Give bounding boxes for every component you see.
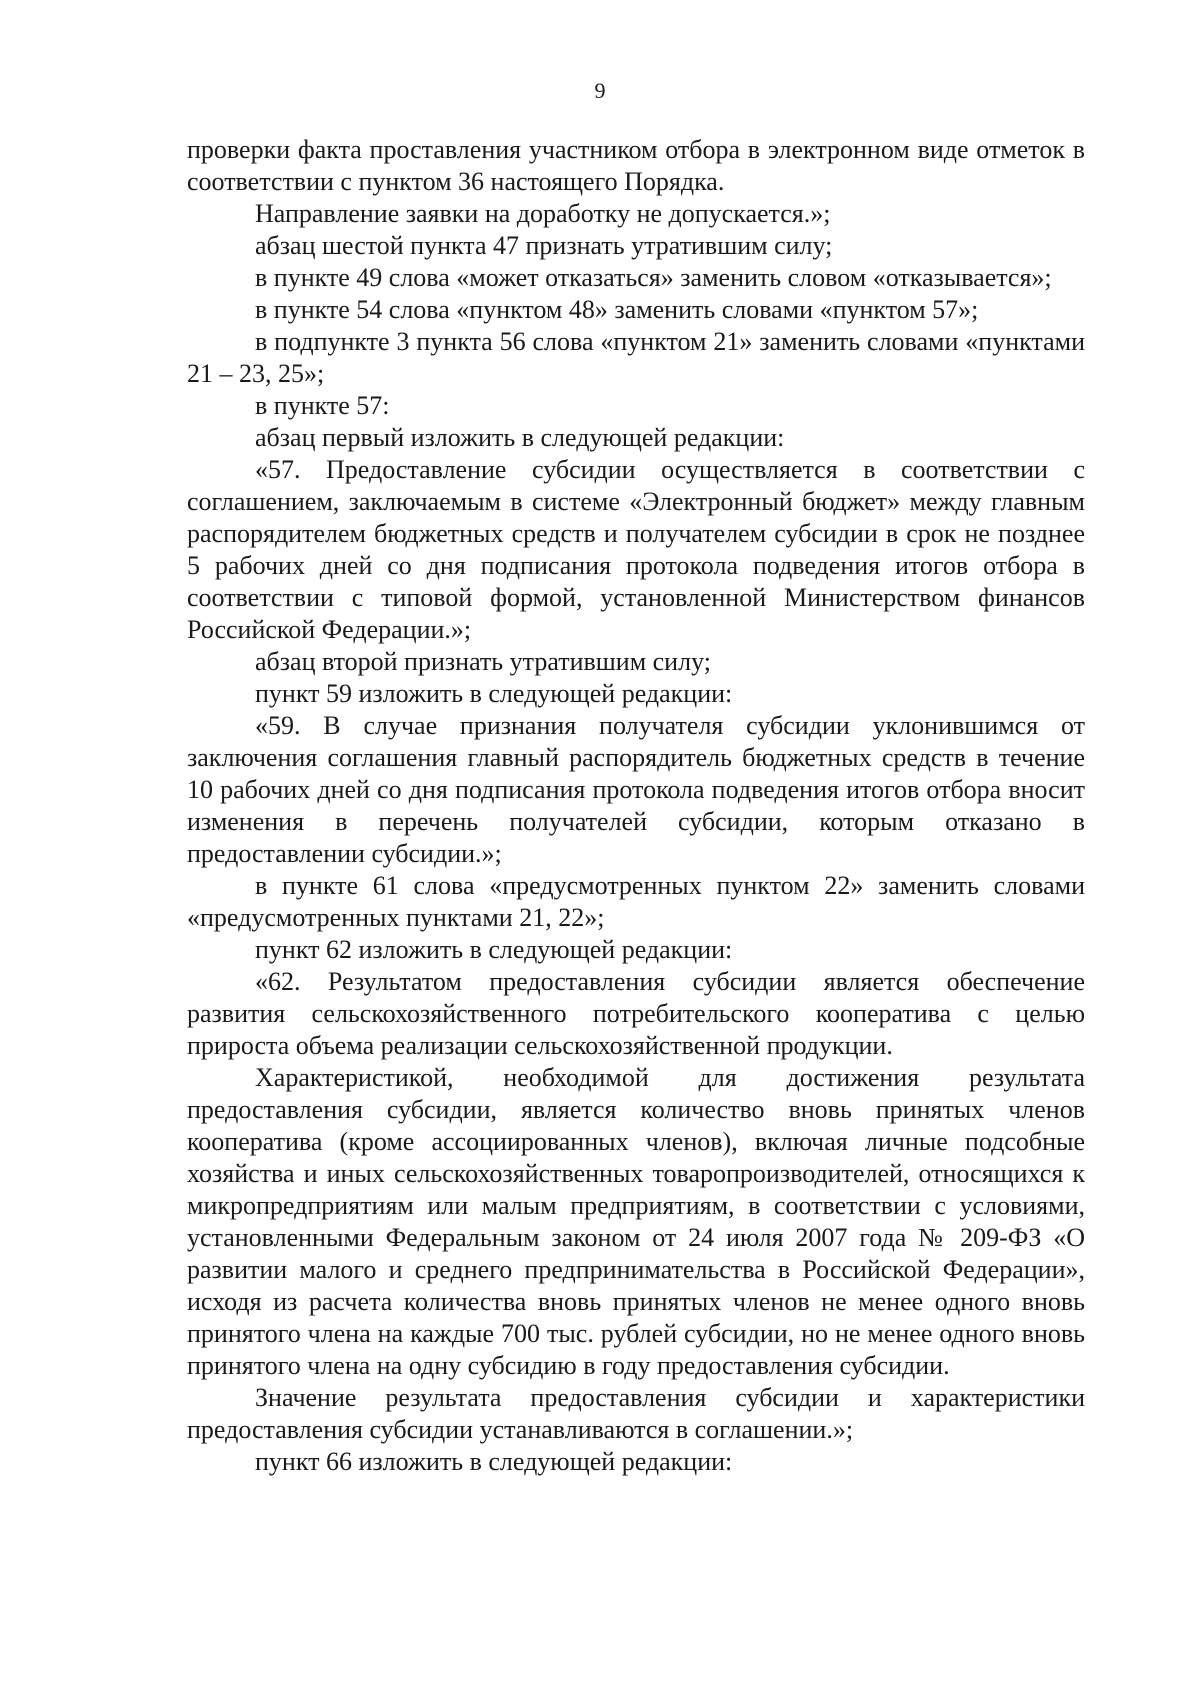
paragraph: «59. В случае признания получателя субсидии уклонившимся от заключения соглашения главный распорядитель бюджетных средств в течение 10 рабочих дней со дня подписания протокола подведения итогов отбора вносит изменения в перечень получателей субсидии, которым отказано в предоставлении субсидии.»; [187,711,1085,868]
paragraph: абзац шестой пункта 47 признать утратившим силу; [255,231,833,260]
paragraph: «62. Результатом предоставления субсидии является обеспечение развития сельскохозяйственного потребительского кооператива с целью прироста объема реализации сельскохозяйственной продукции. [187,967,1085,1060]
paragraph: Направление заявки на доработку не допускается.»; [255,199,831,228]
paragraph: Характеристикой, необходимой для достижения результата предоставления субсидии, является количество вновь принятых членов кооператива (кроме ассоциированных членов), включая личные подсобные хозяйства и иных сельскохозяйственных товаропроизводителей, относящихся к микропредприятиям или малым предприятиям, в соответствии с условиями, установленными Федеральным законом от 24 июля 2007 года № 209-ФЗ «О развитии малого и среднего предпринимательства в Российской Федерации», исходя из расчета количества вновь принятых членов не менее одного вновь принятого члена на каждые 700 тыс. рублей субсидии, но не менее одного вновь принятого члена на одну субсидию в году предоставления субсидии. [187,1063,1085,1380]
paragraph: абзац первый изложить в следующей редакции: [255,423,785,452]
paragraph: Значение результата предоставления субсидии и характеристики предоставления субсидии устанавливаются в соглашении.»; [187,1383,1085,1444]
paragraph: в пункте 54 слова «пунктом 48» заменить словами «пунктом 57»; [255,295,979,324]
paragraph: пункт 62 изложить в следующей редакции: [255,935,733,964]
page-number: 9 [594,78,606,103]
paragraph: в пункте 49 слова «может отказаться» заменить словом «отказывается»; [255,263,1052,292]
paragraph: абзац второй признать утратившим силу; [255,647,711,676]
paragraph: «57. Предоставление субсидии осуществляется в соответствии с соглашением, заключаемым в системе «Электронный бюджет» между главным распорядителем бюджетных средств и получателем субсидии в срок не позднее 5 рабочих дней со дня подписания протокола подведения итогов отбора в соответствии с типовой формой, установленной Министерством финансов Российской Федерации.»; [187,455,1085,644]
paragraph: в пункте 57: [255,391,390,420]
paragraph: в пункте 61 слова «предусмотренных пунктом 22» заменить словами «предусмотренных пунктами 21, 22»; [187,871,1085,932]
paragraph: проверки факта проставления участником отбора в электронном виде отметок в соответствии с пунктом 36 настоящего Порядка. [187,135,1085,196]
document-body [187,134,1085,1478]
paragraph: в подпункте 3 пункта 56 слова «пунктом 21» заменить словами «пунктами 21 – 23, 25»; [187,327,1085,388]
paragraph: пункт 66 изложить в следующей редакции: [255,1447,733,1476]
paragraph: пункт 59 изложить в следующей редакции: [255,679,733,708]
